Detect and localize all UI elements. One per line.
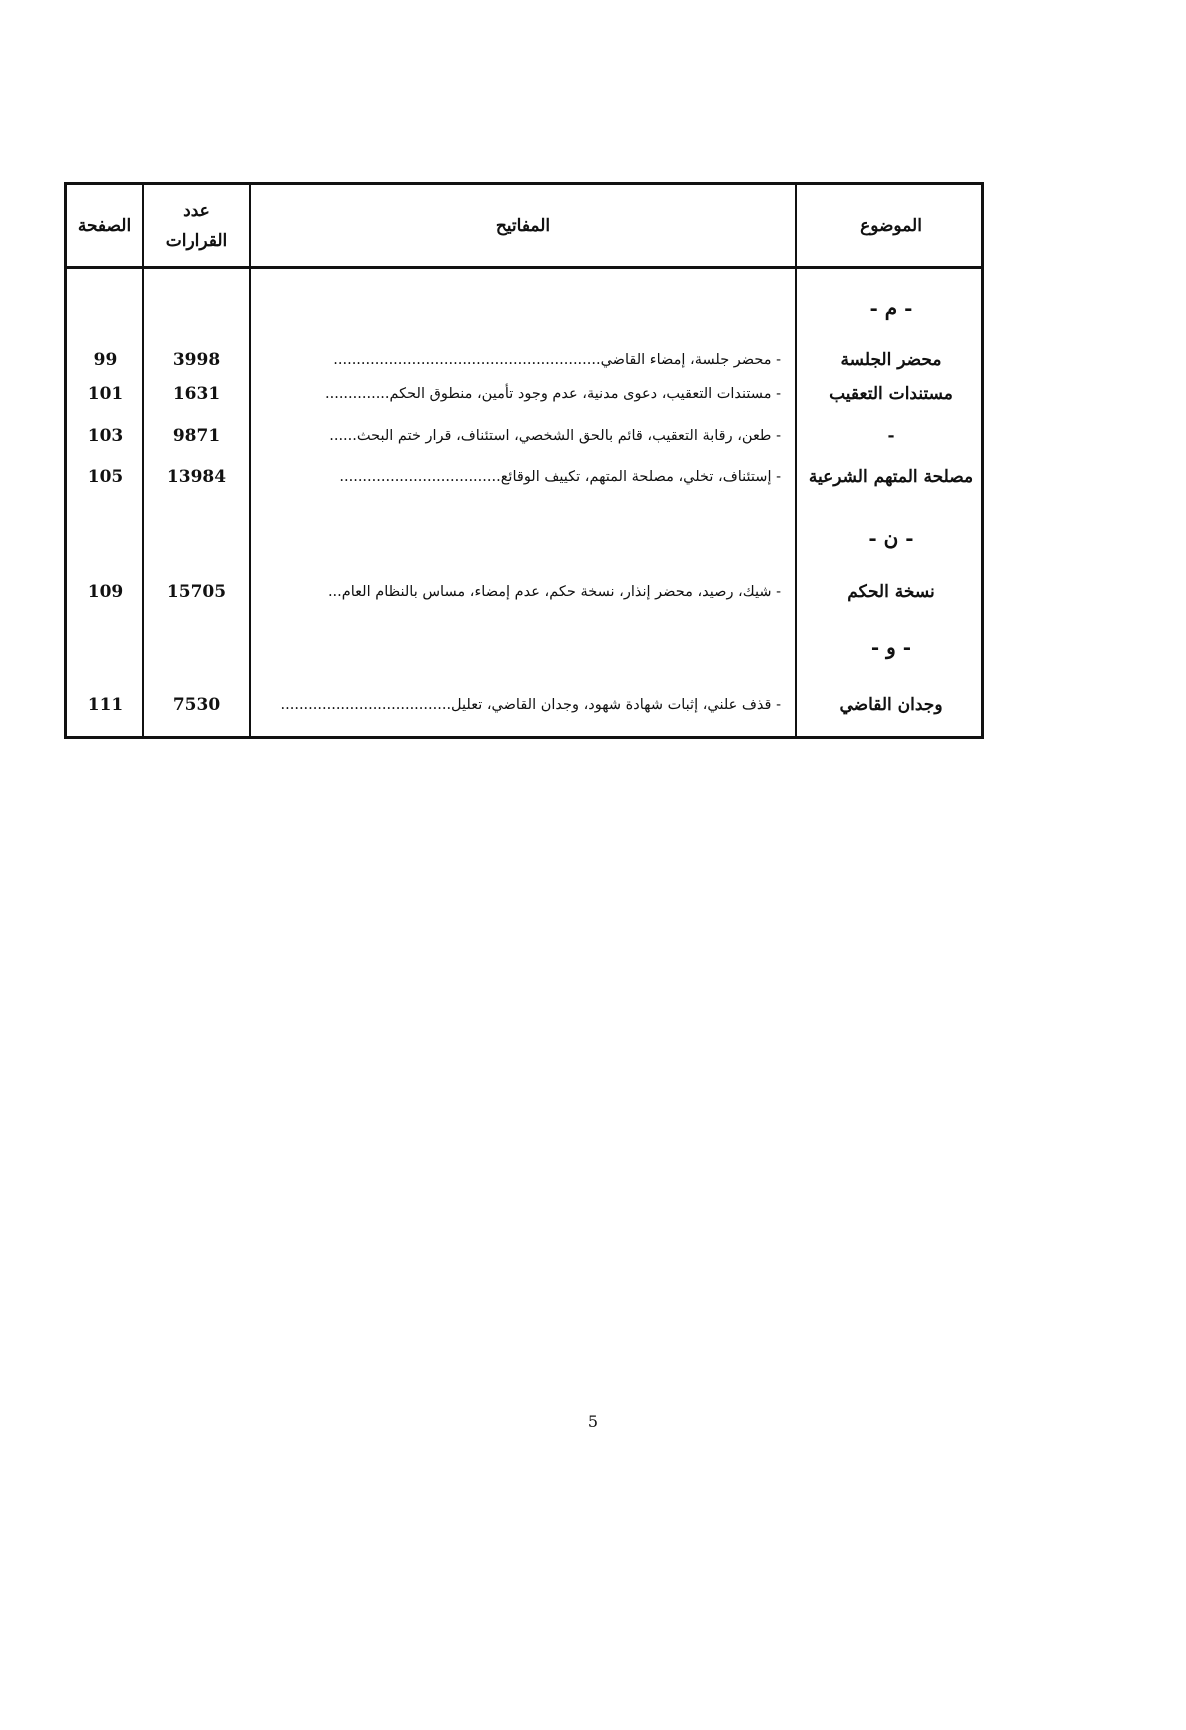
row-subject: نسخة الحكم: [847, 582, 935, 602]
header-count: [144, 185, 249, 266]
row-count: 15705: [166, 582, 227, 602]
header-subject: [801, 185, 981, 266]
section-letter-waw: - و -: [870, 635, 912, 659]
row-page: 111: [87, 695, 124, 715]
header-count-line2: القرارات: [165, 230, 228, 251]
page-number: 5: [587, 1412, 599, 1431]
header-keys-label: المفاتيح: [495, 215, 551, 236]
index-table: [64, 182, 984, 739]
row-keys: - مستندات التعقيب، دعوى مدنية، عدم وجود تأمين، منطوق الحكم..............: [325, 386, 781, 402]
row-page: 103: [87, 426, 124, 446]
table-row: [67, 419, 981, 453]
row-subject: مصلحة المتهم الشرعية: [808, 467, 974, 487]
table-row: [67, 460, 981, 494]
row-keys: - قذف علني، إثبات شهادة شهود، وجدان القاضي، تعليل.....................................: [280, 697, 781, 713]
row-count: 3998: [172, 350, 221, 370]
row-page: 109: [87, 582, 124, 602]
header-keys: [253, 185, 793, 266]
row-subject: محضر الجلسة: [840, 350, 942, 370]
section-letter-meem: - م -: [869, 296, 913, 320]
header-page: [67, 185, 142, 266]
section-letter-noon: - ن -: [868, 526, 914, 550]
row-count: 13984: [166, 467, 227, 487]
table-row: [67, 575, 981, 609]
table-row: [67, 688, 981, 722]
row-keys: - طعن، رقابة التعقيب، قائم بالحق الشخصي، استئناف، قرار ختم البحث......: [329, 428, 781, 444]
header-subject-label: الموضوع: [860, 215, 922, 236]
row-count: 9871: [172, 426, 221, 446]
row-subject: وجدان القاضي: [839, 695, 943, 715]
table-row: [67, 343, 981, 377]
row-count: 7530: [172, 695, 221, 715]
row-count: 1631: [172, 384, 221, 404]
row-page: 101: [87, 384, 124, 404]
header-count-line1: عدد: [183, 200, 210, 221]
row-page: 99: [93, 350, 118, 370]
header-page-label: الصفحة: [77, 215, 132, 236]
table-row: [67, 377, 981, 411]
row-subject: -: [887, 426, 895, 446]
row-keys: - محضر جلسة، إمضاء القاضي..........................................................: [333, 352, 781, 368]
row-keys: - إستئناف، تخلي، مصلحة المتهم، تكييف الوقائع...................................: [339, 469, 781, 485]
row-keys: - شيك، رصيد، محضر إنذار، نسخة حكم، عدم إمضاء، مساس بالنظام العام...: [327, 584, 781, 600]
header-divider: [67, 266, 981, 269]
row-subject: مستندات التعقيب: [829, 384, 953, 404]
row-page: 105: [87, 467, 124, 487]
